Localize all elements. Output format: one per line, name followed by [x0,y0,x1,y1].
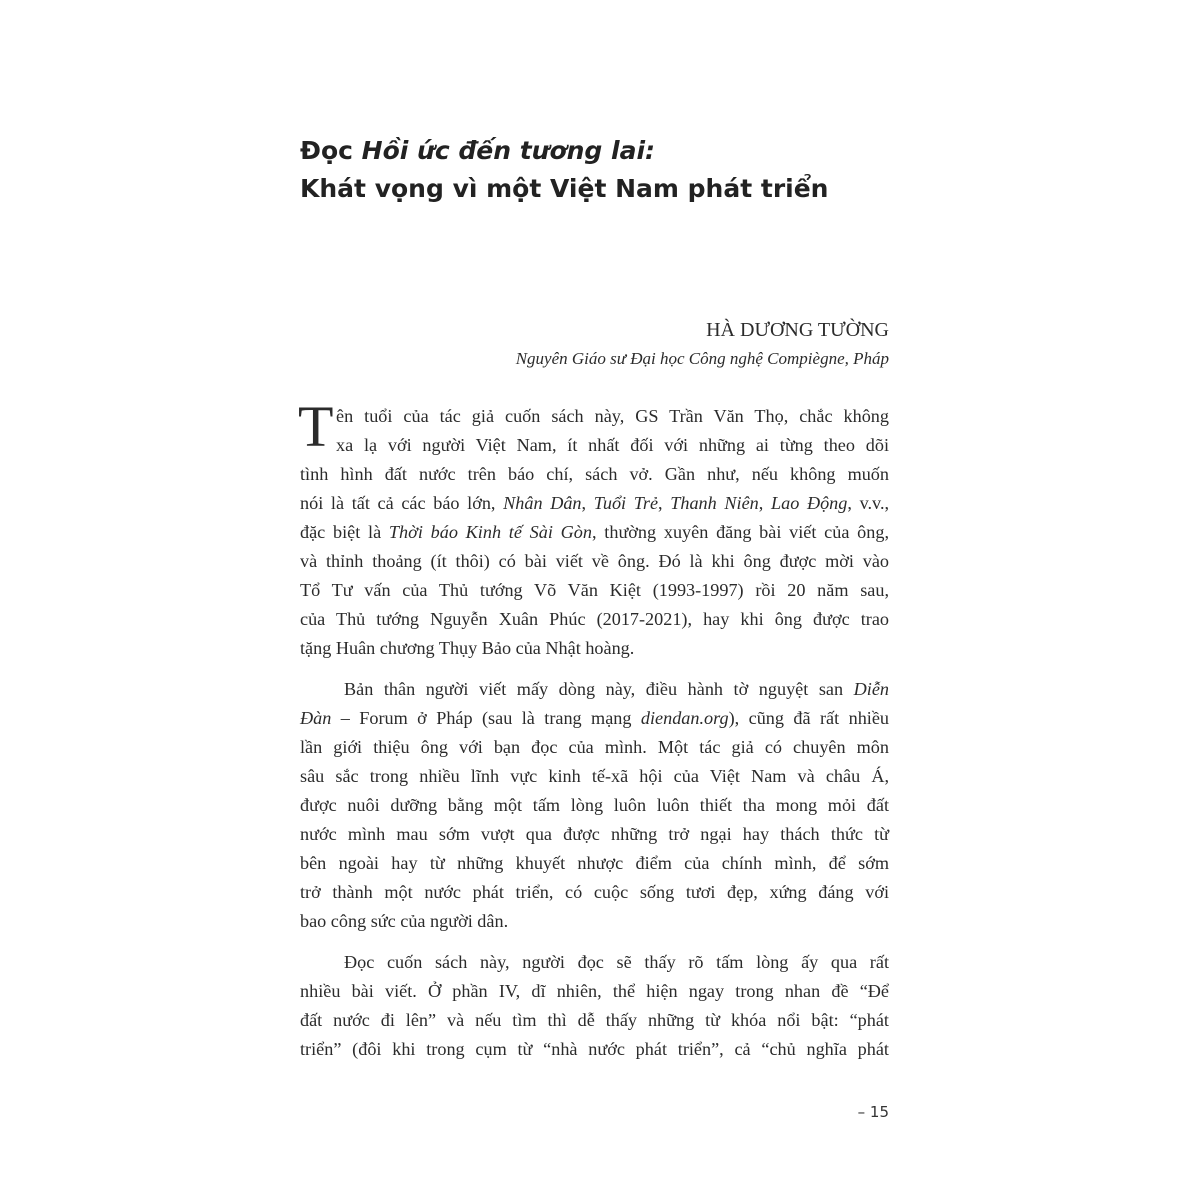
text-line: Đàn – Forum ở Pháp (sau là trang mạng diendan.org), cũng đã rất nhiều [300,708,890,728]
chapter-title [300,132,940,208]
text-line: triển” (đôi khi trong cụm từ “nhà nước phát triển”, cả “chủ nghĩa phát [300,1039,889,1059]
text-line: xa lạ với người Việt Nam, ít nhất đối với những ai từng theo dõi [336,435,889,455]
text-line: được nuôi dưỡng bằng một tấm lòng luôn luôn thiết tha mong mỏi đất [300,795,889,815]
page-number: – 15 [857,1103,889,1121]
text-line: nhiều bài viết. Ở phần IV, dĩ nhiên, thể hiện ngay trong nhan đề “Để [300,981,889,1001]
author-affiliation: Nguyên Giáo sư Đại học Công nghệ Compiègne, Pháp [515,349,889,368]
text-line: bao công sức của người dân. [300,911,509,931]
book-title-italic: Hồi ức đến tương lai: [361,136,656,165]
text-line: của Thủ tướng Nguyễn Xuân Phúc (2017-2021), hay khi ông được trao [300,609,889,629]
text-line: Tổ Tư vấn của Thủ tướng Võ Văn Kiệt (1993-1997) rồi 20 năm sau, [300,580,889,600]
text-line: Đọc cuốn sách này, người đọc sẽ thấy rõ tấm lòng ấy qua rất [344,952,889,972]
drop-cap: T [298,394,334,459]
text-line: Bản thân người viết mấy dòng này, điều hành tờ nguyệt san Diễn [344,679,889,699]
text-line: tình hình đất nước trên báo chí, sách vở. Gần như, nếu không muốn [300,464,889,484]
text-line: sâu sắc trong nhiều lĩnh vực kinh tế-xã hội của Việt Nam và châu Á, [300,766,889,786]
text-line: nước mình mau sớm vượt qua được những trở ngại hay thách thức từ [300,824,889,844]
paragraph-3 [300,948,889,1064]
title-line-2: Khát vọng vì một Việt Nam phát triển [300,174,829,203]
author-name: HÀ DƯƠNG TƯỜNG [706,319,889,341]
text-line: lần giới thiệu ông với bạn đọc của mình. Một tác giả có chuyên môn [300,737,889,757]
text-line: đất nước đi lên” và nếu tìm thì dễ thấy những từ khóa nổi bật: “phát [300,1010,889,1030]
body-text [298,394,890,1064]
text-line: đặc biệt là Thời báo Kinh tế Sài Gòn, thường xuyên đăng bài viết của ông, [300,522,890,542]
text-line: trở thành một nước phát triển, có cuộc sống tươi đẹp, xứng đáng với [300,882,889,902]
text-line: ên tuổi của tác giả cuốn sách này, GS Trần Văn Thọ, chắc không [336,406,889,426]
text-line: bên ngoài hay từ những khuyết nhược điểm của chính mình, để sớm [300,853,889,873]
title-line-1: Đọc Hồi ức đến tương lai: [300,136,656,165]
text-line: tặng Huân chương Thụy Bảo của Nhật hoàng. [300,638,635,658]
text-line: nói là tất cả các báo lớn, Nhân Dân, Tuổi Trẻ, Thanh Niên, Lao Động, v.v., [300,493,890,513]
text-line: và thỉnh thoảng (ít thôi) có bài viết về ông. Đó là khi ông được mời vào [300,551,889,571]
paragraph-2 [300,675,889,936]
paragraph-1 [298,394,890,663]
